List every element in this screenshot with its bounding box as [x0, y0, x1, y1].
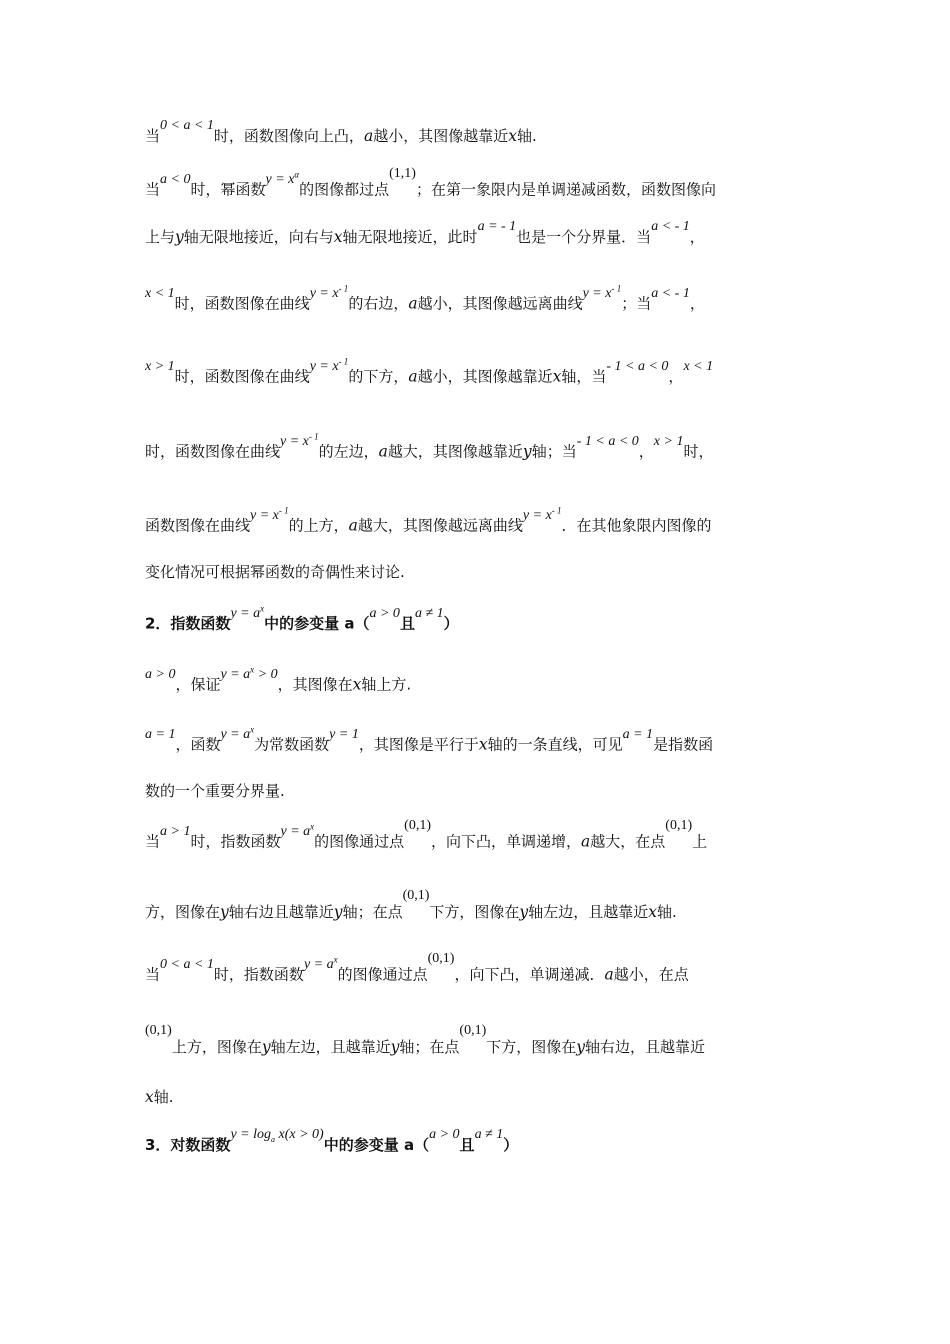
text: 轴. [516, 127, 537, 145]
math-expr [265, 169, 300, 187]
text: 变化情况可根据幂函数的奇偶性来讨论. [145, 563, 405, 581]
math-expr: a > 1 [160, 823, 191, 839]
math-expr: a ≠ 1 [414, 605, 444, 621]
text: 方，图像在 [145, 903, 221, 921]
text: 的右边， [348, 294, 409, 313]
math-point: (0,1) [402, 888, 430, 903]
text: 下方，图像在 [486, 1038, 577, 1056]
math-expr: - 1 < a < 0 [576, 433, 639, 449]
math-base: y = x [280, 433, 309, 449]
text: 轴. [153, 1088, 174, 1106]
math-var: a [378, 442, 388, 461]
math-expr [309, 283, 349, 301]
paragraph-line [145, 724, 714, 758]
text: ， [689, 294, 705, 313]
math-point: (0,1) [404, 817, 431, 833]
text: 轴右边且越靠近 [228, 903, 334, 921]
text: ；当 [621, 294, 652, 313]
math-var: x [333, 228, 343, 246]
text: 的下方， [348, 367, 409, 386]
text: 的图像都过点 [299, 180, 390, 199]
math-var: a [581, 832, 591, 851]
text: 越小，其图像越远离曲线 [417, 294, 583, 313]
math-expr: - 1 < a < 0 [606, 358, 669, 374]
math-var: x [478, 735, 488, 754]
math-exponent: x [250, 724, 255, 734]
math-base: y = a [303, 956, 334, 972]
math-var: y [519, 903, 529, 921]
math-var: y [522, 442, 532, 461]
math-base: y = a [280, 823, 311, 839]
math-expr: a < - 1 [651, 219, 690, 234]
math-rest: (x > 0) [284, 1127, 324, 1142]
text: ， [689, 228, 705, 246]
math-var: y [576, 1038, 586, 1056]
math-point: (0,1) [459, 1023, 487, 1038]
math-var: x [508, 127, 517, 145]
math-expr: a < - 1 [651, 285, 690, 301]
math-expr: a > 0 [429, 1127, 460, 1142]
text: 上 [692, 832, 708, 851]
math-var: a [408, 367, 418, 386]
heading-text: ） [503, 1136, 519, 1154]
text: 函数图像在曲线 [145, 516, 251, 535]
paragraph-line [145, 356, 714, 390]
math-expr: a ≠ 1 [474, 1127, 504, 1142]
text: ，函数 [175, 735, 221, 754]
math-expr: x < 1 [145, 285, 175, 301]
math-subscript: a [271, 1134, 276, 1144]
math-expr [220, 724, 255, 742]
math-expr: x > 1 [653, 433, 684, 449]
text: 轴；当 [531, 442, 577, 461]
text: 越大，在点 [590, 832, 666, 851]
text: 越小，在点 [613, 965, 689, 984]
text: ，其图像在 [277, 675, 353, 694]
math-base: y = a [220, 666, 251, 682]
math-point: (0,1) [145, 1023, 172, 1038]
math-expr: 0 < a < 1 [160, 956, 214, 972]
paragraph-line [145, 888, 677, 925]
math-exponent: x [250, 664, 255, 674]
paragraph-line [145, 118, 537, 149]
text: 时，函数图像向上凸， [213, 127, 364, 145]
math-var: y [333, 903, 343, 921]
paragraph-line [145, 780, 285, 802]
math-var: a [348, 516, 358, 535]
math-point: (0,1) [665, 817, 693, 833]
text: ， [638, 442, 654, 461]
text: 时， [683, 442, 714, 461]
math-var: a [408, 294, 418, 313]
text: 越小，其图像越靠近 [417, 367, 553, 386]
text: 轴无限地接近，向右与 [183, 228, 334, 246]
math-point: (0,1) [427, 950, 455, 966]
math-expr [303, 954, 338, 972]
paragraph-line [145, 219, 705, 250]
math-expr [280, 821, 315, 839]
heading-text: 3．对数函数 [145, 1136, 231, 1154]
text: ；在第一象限内是单调递减函数，函数图像向 [415, 180, 716, 199]
math-expr: a > 0 [145, 666, 176, 682]
paragraph-line [145, 431, 714, 465]
text: 是指数函 [653, 735, 714, 754]
text: 当 [145, 127, 161, 145]
text: 轴左边，且越靠近 [528, 903, 649, 921]
text: ，向下凸，单调递减． [454, 965, 605, 984]
text: 时，幂函数 [190, 180, 266, 199]
text: 轴. [656, 903, 677, 921]
text: 轴左边，且越靠近 [270, 1038, 391, 1056]
math-expr [230, 1127, 323, 1142]
text: 时，函数图像在曲线 [145, 442, 281, 461]
text: 时，函数图像在曲线 [174, 294, 310, 313]
heading-text: 且 [459, 1136, 475, 1154]
math-exponent: - 1 [551, 505, 562, 515]
math-exponent: - 1 [611, 283, 622, 293]
math-expr: a = 1 [622, 726, 654, 742]
text: 时，指数函数 [190, 832, 281, 851]
text: 轴，当 [561, 367, 607, 386]
text: 轴；在点 [399, 1038, 460, 1056]
paragraph-line [145, 505, 712, 539]
text: ．在其他象限内图像的 [561, 516, 712, 535]
text: 为常数函数 [254, 735, 330, 754]
math-exponent: x [333, 954, 338, 964]
paragraph-line [145, 1086, 174, 1108]
math-rest: x [275, 1127, 285, 1142]
math-var: x [145, 1088, 154, 1106]
section-heading-logarithmic [145, 1127, 519, 1163]
text: 的图像通过点 [337, 965, 428, 984]
math-expr [220, 664, 278, 682]
paragraph-line [145, 664, 412, 698]
math-expr: 0 < a < 1 [160, 118, 214, 133]
math-base: y = a [230, 605, 261, 621]
math-expr [522, 505, 562, 523]
heading-text: 且 [399, 614, 415, 633]
math-expr [230, 603, 265, 621]
math-exponent: - 1 [278, 505, 289, 515]
paragraph-line [145, 561, 405, 583]
math-exponent: x [260, 603, 265, 613]
math-var: y [390, 1038, 400, 1056]
math-base: y = x [522, 507, 552, 523]
math-expr: x < 1 [683, 358, 714, 374]
math-var: x [648, 903, 657, 921]
text: 的上方， [288, 516, 349, 535]
math-var: y [261, 1038, 271, 1056]
text: 越大，其图像越远离曲线 [357, 516, 523, 535]
text: 当 [145, 180, 161, 199]
paragraph-line [145, 1023, 706, 1060]
text: 越小，其图像越靠近 [373, 127, 509, 145]
math-base: y = x [250, 507, 279, 523]
math-var: x [552, 367, 562, 386]
math-base: y = log [230, 1127, 272, 1142]
math-exponent: x [310, 821, 315, 831]
text: ，向下凸，单调递增， [431, 832, 582, 851]
math-expr [309, 356, 349, 374]
text: 轴上方. [361, 675, 412, 694]
math-base: y = a [220, 726, 251, 742]
text: 的图像通过点 [314, 832, 405, 851]
text: 当 [145, 832, 161, 851]
text: 时，函数图像在曲线 [174, 367, 310, 386]
math-exponent: - 1 [308, 431, 319, 441]
heading-text: 中的参变量 a（ [323, 1136, 430, 1154]
paragraph-line [145, 283, 705, 317]
text: 时，指数函数 [213, 965, 304, 984]
section-heading-exponential [145, 603, 459, 637]
text: 轴无限地接近，此时 [342, 228, 478, 246]
math-expr: a = 1 [145, 726, 176, 742]
text: 下方，图像在 [429, 903, 520, 921]
text: 上与 [145, 228, 176, 246]
math-base: y = x [582, 285, 612, 301]
text: ，保证 [175, 675, 221, 694]
math-expr [280, 431, 319, 449]
math-expr: y = 1 [329, 726, 359, 742]
heading-text: ） [443, 614, 459, 633]
text: 上方，图像在 [171, 1038, 262, 1056]
text: 的左边， [318, 442, 379, 461]
math-var: y [220, 903, 229, 921]
text: 轴的一条直线，可见 [487, 735, 623, 754]
heading-text: 2．指数函数 [145, 614, 231, 633]
math-base: y = x [265, 171, 295, 187]
paragraph-line [145, 165, 716, 203]
heading-text: 中的参变量 a（ [264, 614, 370, 633]
math-base: y = x [309, 358, 339, 374]
math-var: x [352, 675, 362, 694]
math-var: a [363, 127, 374, 145]
math-exponent: α [294, 169, 300, 179]
math-var: y [175, 228, 184, 246]
math-point: (1,1) [389, 165, 416, 181]
text: 轴右边，且越靠近 [585, 1038, 706, 1056]
math-expr: a = - 1 [477, 219, 517, 234]
math-exponent: - 1 [338, 356, 349, 366]
math-expr [250, 505, 289, 523]
text: ， [668, 367, 684, 386]
text: ，其图像是平行于 [358, 735, 479, 754]
text: 也是一个分界量．当 [516, 228, 652, 246]
paragraph-line [145, 950, 689, 988]
math-base: y = x [309, 285, 339, 301]
paragraph-line [145, 817, 708, 855]
text: 当 [145, 965, 161, 984]
math-var: a [604, 965, 614, 984]
math-expr: a < 0 [160, 171, 191, 187]
text: 越大，其图像越靠近 [387, 442, 523, 461]
math-expr: x > 1 [145, 358, 175, 374]
text: 数的一个重要分界量. [145, 782, 285, 800]
math-expr [582, 283, 622, 301]
math-expr: a > 0 [369, 605, 400, 621]
math-rest: > 0 [254, 666, 278, 682]
math-exponent: - 1 [338, 283, 349, 293]
text: 轴；在点 [342, 903, 403, 921]
